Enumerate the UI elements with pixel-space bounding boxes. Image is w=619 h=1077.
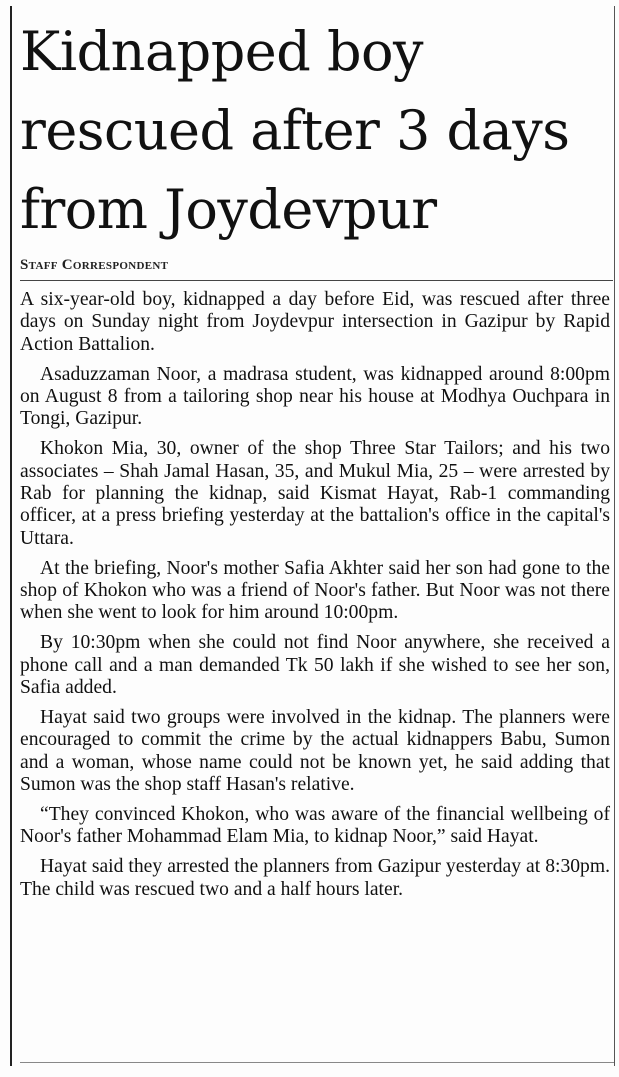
paragraph-2: Asaduzzaman Noor, a madrasa student, was kidnapped around 8:00pm on August 8 from a tailoring shop near his house at Modhya Ouchpara in Tongi, Gazipur. — [20, 363, 610, 430]
headline — [20, 12, 610, 249]
headline-line-3: from Joydevpur — [20, 178, 437, 241]
byline-divider — [20, 280, 613, 281]
paragraph-1: A six-year-old boy, kidnapped a day before Eid, was rescued after three days on Sunday night from Joydevpur intersection in Gazipur by Rapid Action Battalion. — [20, 289, 610, 355]
left-column-rule — [10, 6, 12, 1066]
headline-line-2: rescued after 3 days — [20, 99, 570, 162]
headline-line-1: Kidnapped boy — [20, 20, 424, 83]
bottom-rule — [20, 1062, 614, 1063]
right-column-rule — [614, 6, 615, 1066]
paragraph-5: By 10:30pm when she could not find Noor anywhere, she received a phone call and a man demanded Tk 50 lakh if she wished to see her son, Safia added. — [20, 632, 610, 698]
article — [20, 12, 610, 909]
paragraph-6: Hayat said two groups were involved in the kidnap. The planners were encouraged to commit the crime by the actual kidnappers Babu, Sumon and a woman, whose name could not be known yet, he said adding that Sumon was the shop staff Hasan's relative. — [20, 707, 610, 795]
paragraph-3: Khokon Mia, 30, owner of the shop Three Star Tailors; and his two associates – Shah Jamal Hasan, 35, and Mukul Mia, 25 – were arrested by Rab for planning the kidnap, said Kismat Hayat, Rab-1 commanding officer, at a press briefing yesterday at the battalion's office in the capital's Uttara. — [20, 438, 610, 549]
article-body — [20, 289, 610, 901]
paragraph-8: Hayat said they arrested the planners from Gazipur yesterday at 8:30pm. The child was rescued two and a half hours later. — [20, 856, 610, 900]
paragraph-4: At the briefing, Noor's mother Safia Akhter said her son had gone to the shop of Khokon who was a friend of Noor's father. But Noor was not there when she went to look for him around 10:00pm. — [20, 557, 610, 624]
byline: Staff Correspondent — [20, 257, 169, 273]
paragraph-7: “They convinced Khokon, who was aware of the financial wellbeing of Noor's father Mohammad Elam Mia, to kidnap Noor,” said Hayat. — [20, 804, 610, 848]
